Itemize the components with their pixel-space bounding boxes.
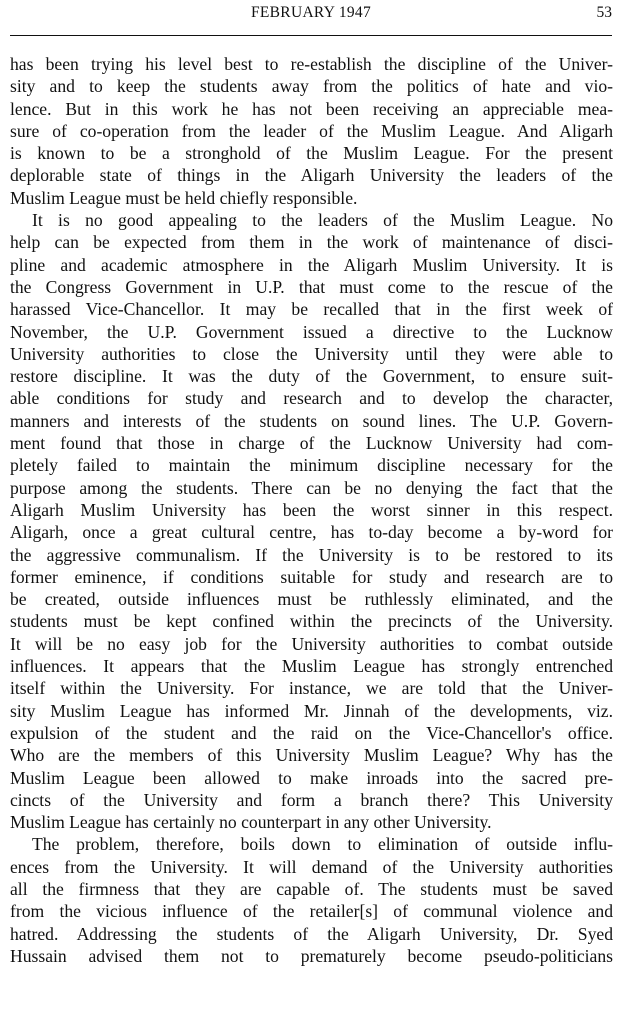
text-line: pletely failed to maintain the minimum discipline necessary for the	[10, 455, 613, 476]
text-line: be created, outside influences must be ruthlessly eliminated, and the	[10, 589, 613, 610]
text-line: ment found that those in charge of the Lucknow University had com-	[10, 433, 613, 454]
text-line: is known to be a stronghold of the Muslim League. For the present	[10, 143, 613, 164]
text-line: Aligarh, once a great cultural centre, has to-day become a by-word for	[10, 522, 613, 543]
header-rule	[10, 35, 612, 36]
paragraph	[10, 209, 613, 833]
running-title: FEBRUARY 1947	[250, 4, 372, 21]
text-line: November, the U.P. Government issued a directive to the Lucknow	[10, 321, 613, 342]
text-line: Muslim League been allowed to make inroads into the sacred pre-	[10, 767, 613, 788]
text-line: Muslim League must be held chiefly responsible.	[10, 187, 358, 208]
text-line: has been trying his level best to re-establish the discipline of the Univer-	[10, 54, 613, 74]
text-line: help can be expected from them in the work of maintenance of disci-	[10, 232, 613, 253]
text-line: the aggressive communalism. If the University is to be restored to its	[10, 544, 613, 565]
paragraph	[10, 53, 613, 209]
text-line: cincts of the University and form a branch there? This University	[10, 789, 613, 810]
text-line: Muslim League has certainly no counterpart in any other University.	[10, 812, 492, 833]
text-line: restore discipline. It was the duty of the Government, to ensure suit-	[10, 366, 613, 387]
text-line: pline and academic atmosphere in the Aligarh Muslim University. It is	[10, 254, 613, 275]
running-header	[10, 4, 612, 26]
text-line: hatred. Addressing the students of the Aligarh University, Dr. Syed	[10, 923, 613, 944]
text-line: It is no good appealing to the leaders of the Muslim League. No	[32, 210, 613, 231]
text-line: purpose among the students. There can be no denying the fact that the	[10, 477, 613, 498]
text-line: all the firmness that they are capable of. The students must be saved	[10, 878, 613, 899]
text-line: able conditions for study and research and to develop the character,	[10, 388, 613, 409]
text-line: It will be no easy job for the University authorities to combat outside	[10, 633, 613, 654]
text-line: influences. It appears that the Muslim League has strongly entrenched	[10, 656, 613, 677]
text-line: students must be kept confined within the precincts of the University.	[10, 611, 613, 632]
text-line: manners and interests of the students on sound lines. The U.P. Govern-	[10, 410, 613, 431]
text-line: sity and to keep the students away from the politics of hate and vio-	[10, 76, 613, 97]
text-line: Aligarh Muslim University has been the worst sinner in this respect.	[10, 499, 613, 520]
paragraph	[10, 833, 613, 967]
text-line: sure of co-operation from the leader of the Muslim League. And Aligarh	[10, 120, 613, 141]
text-line: from the vicious influence of the retailer[s] of communal violence and	[10, 901, 613, 922]
text-line: University authorities to close the University until they were able to	[10, 343, 613, 364]
text-line: former eminence, if conditions suitable for study and research are to	[10, 566, 613, 587]
page-number: 53	[596, 4, 612, 21]
text-line: The problem, therefore, boils down to elimination of outside influ-	[32, 834, 613, 855]
text-line: Hussain advised them not to prematurely become pseudo-politicians	[10, 945, 613, 966]
text-line: lence. But in this work he has not been receiving an appreciable mea-	[10, 98, 613, 119]
text-line: deplorable state of things in the Aligarh University the leaders of the	[10, 165, 613, 186]
body-text	[10, 53, 613, 967]
text-line: Who are the members of this University Muslim League? Why has the	[10, 745, 613, 766]
text-line: the Congress Government in U.P. that must come to the rescue of the	[10, 276, 613, 297]
text-line: sity Muslim League has informed Mr. Jinnah of the developments, viz.	[10, 700, 613, 721]
text-line: harassed Vice-Chancellor. It may be recalled that in the first week of	[10, 299, 613, 320]
text-line: ences from the University. It will demand of the University authorities	[10, 856, 613, 877]
text-line: expulsion of the student and the raid on the Vice-Chancellor's office.	[10, 722, 613, 743]
text-line: itself within the University. For instance, we are told that the Univer-	[10, 678, 613, 699]
